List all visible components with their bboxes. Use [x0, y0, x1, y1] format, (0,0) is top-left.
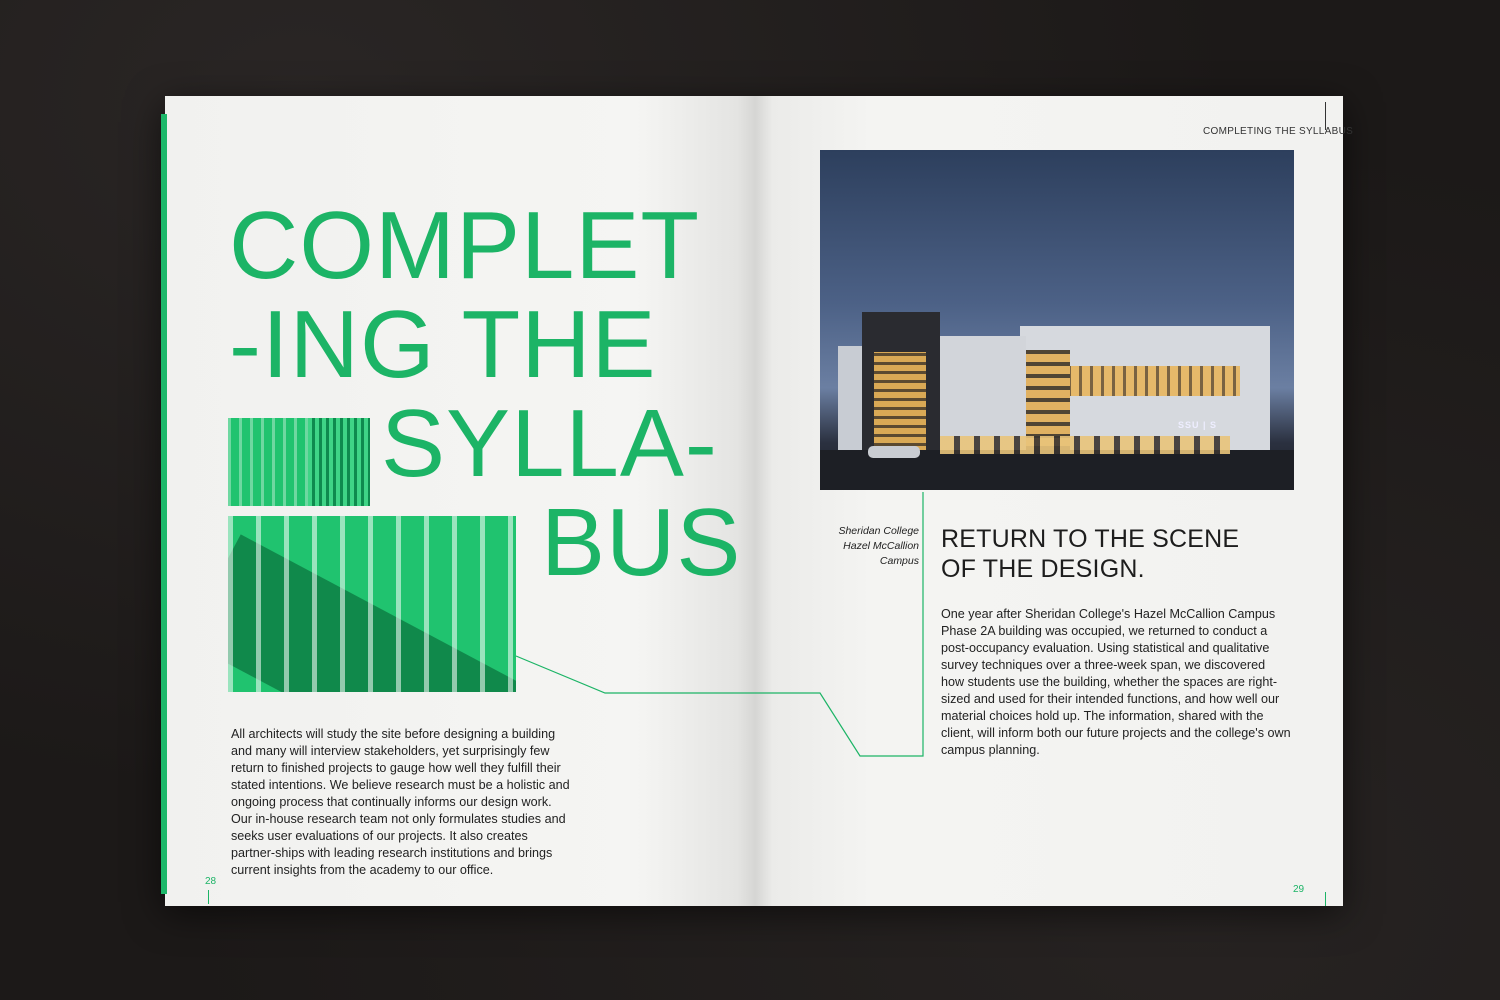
building-photo — [820, 150, 1294, 490]
section-subhead — [941, 524, 1271, 584]
caption-line: Sheridan College — [838, 525, 919, 537]
photo-caption — [815, 524, 919, 569]
subhead-line: RETURN TO THE SCENE — [941, 525, 1240, 553]
hero-title-line: SYLLA- — [381, 390, 718, 497]
folio-tick — [208, 890, 209, 904]
left-body-text: All architects will study the site before designing a building and many will interview stakeholders, yet surprisingly few return to finished projects to gauge how well they fulfill their stated intentions. We believe research must be a holistic and ongoing process that continually informs our design work. Our in-house research team not only formulates studies and seeks user evaluations of our projects. It also creates partner-ships with leading research institutions and brings current insights from the academy to our office. — [231, 727, 570, 877]
right-page — [755, 96, 1354, 906]
page-number-left: 28 — [205, 876, 217, 887]
green-page-edge — [161, 114, 167, 894]
hero-title-line: COMPLET — [229, 192, 701, 299]
page-number-right: 29 — [1293, 884, 1305, 895]
hero-title — [229, 192, 749, 596]
subhead-line: OF THE DESIGN. — [941, 555, 1145, 583]
building-sign: SSU | S — [1178, 420, 1218, 430]
magazine-spread — [165, 96, 1354, 906]
folio-tick — [1325, 892, 1326, 906]
right-body-text: One year after Sheridan College's Hazel McCallion Campus Phase 2A building was occupied, we returned to conduct a post-occupancy evaluation. Using statistical and qualitative survey techniques over a three-week span, we discovered how students use the building, whether the spaces are right-sized and used for their intended functions, and how well our material choices hold up. The information, shared with the client, will inform both our future projects and the college's own campus planning. — [941, 607, 1291, 757]
caption-line: Hazel McCallion — [843, 540, 919, 552]
left-page — [165, 96, 755, 906]
caption-line: Campus — [879, 555, 919, 567]
running-head: COMPLETING THE SYLLABUS — [1203, 126, 1354, 137]
hero-title-line: -ING THE — [229, 291, 657, 398]
hero-title-line: BUS — [541, 489, 742, 596]
